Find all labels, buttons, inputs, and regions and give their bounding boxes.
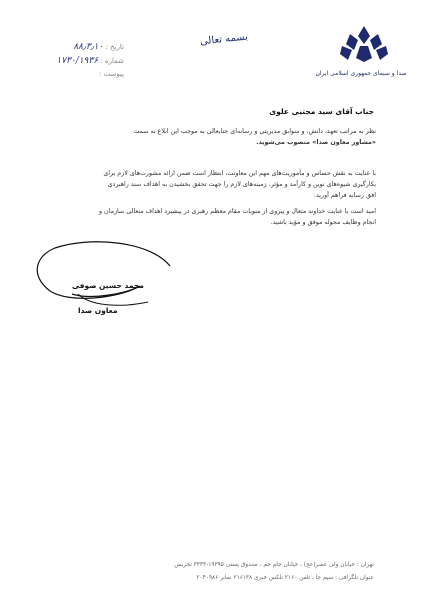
paragraph-line: با عنایت به نقش حساس و مأموریت‌های مهم این معاونت، انتظار است ضمن ارائه مشورت‌های لازم برای xyxy=(103,170,376,177)
number-label: شماره : xyxy=(100,57,124,65)
bismillah-calligraphy: بسمه تعالی xyxy=(199,31,249,48)
date-label: تاریخ : xyxy=(105,43,124,51)
paragraph-closing xyxy=(46,206,376,228)
footer-address: تهران : خیابان ولی عصر(عج) ، خیابان جام جم ، صندوق پستی ۱۹۳۹۵-۳۳۳۳ تجریش xyxy=(174,562,374,568)
paragraph-line: بکارگیری شیوه‌های نوین و کارآمد و مؤثر، زمینه‌های لازم را جهت تحقق بخشیدن به اهداف سند راهبردی xyxy=(107,181,376,188)
number-value: ۱۷۳۰/۱۹۳۶ xyxy=(56,56,99,66)
signatory-title: معاون صدا xyxy=(78,306,118,315)
date-value: ۸۸٫۳٫۱۰ xyxy=(73,42,104,52)
signatory-name: محمد حسین صوفی xyxy=(72,281,144,290)
paragraph-line: نظر به مراتب تعهد، دانش، و سوابق مدیریتی و رسانه‌ای جنابعالی به موجب این ابلاغ به سمت xyxy=(133,128,376,135)
footer-contact: عنوان تلگرافی : سیم جا ، تلفن ۲۱۶۰ تلکس خبری ۲۱۶۱۳۸ نمابر ۲۰۴۰۹۸۶ xyxy=(196,575,374,581)
addressee: جناب آقای سید مجتبی علوی xyxy=(269,107,374,116)
paragraph-line: افق رسانه فراهم آورید. xyxy=(313,192,376,199)
irib-logo-icon xyxy=(338,24,390,64)
signature-scribble-icon xyxy=(30,236,180,316)
attachment-field xyxy=(14,70,124,78)
paragraph-expectations xyxy=(46,168,376,201)
number-field xyxy=(14,56,124,66)
paragraph-appointment xyxy=(46,126,376,148)
attachment-label: پیوست : xyxy=(99,70,124,78)
paragraph-line: «مشاور معاون صدا» منصوب می‌شوید. xyxy=(256,139,376,146)
date-field xyxy=(14,42,124,52)
paragraph-line: انجام وظایف محوله موفق و مؤید باشید. xyxy=(270,219,376,226)
org-name: صدا و سیمای جمهوری اسلامی ایران xyxy=(315,70,407,77)
paragraph-line: امید است با عنایت خداوند متعال و پیروی از منویات مقام معظم رهبری در پیشبرد اهداف متعالی سازمان و xyxy=(99,208,376,215)
